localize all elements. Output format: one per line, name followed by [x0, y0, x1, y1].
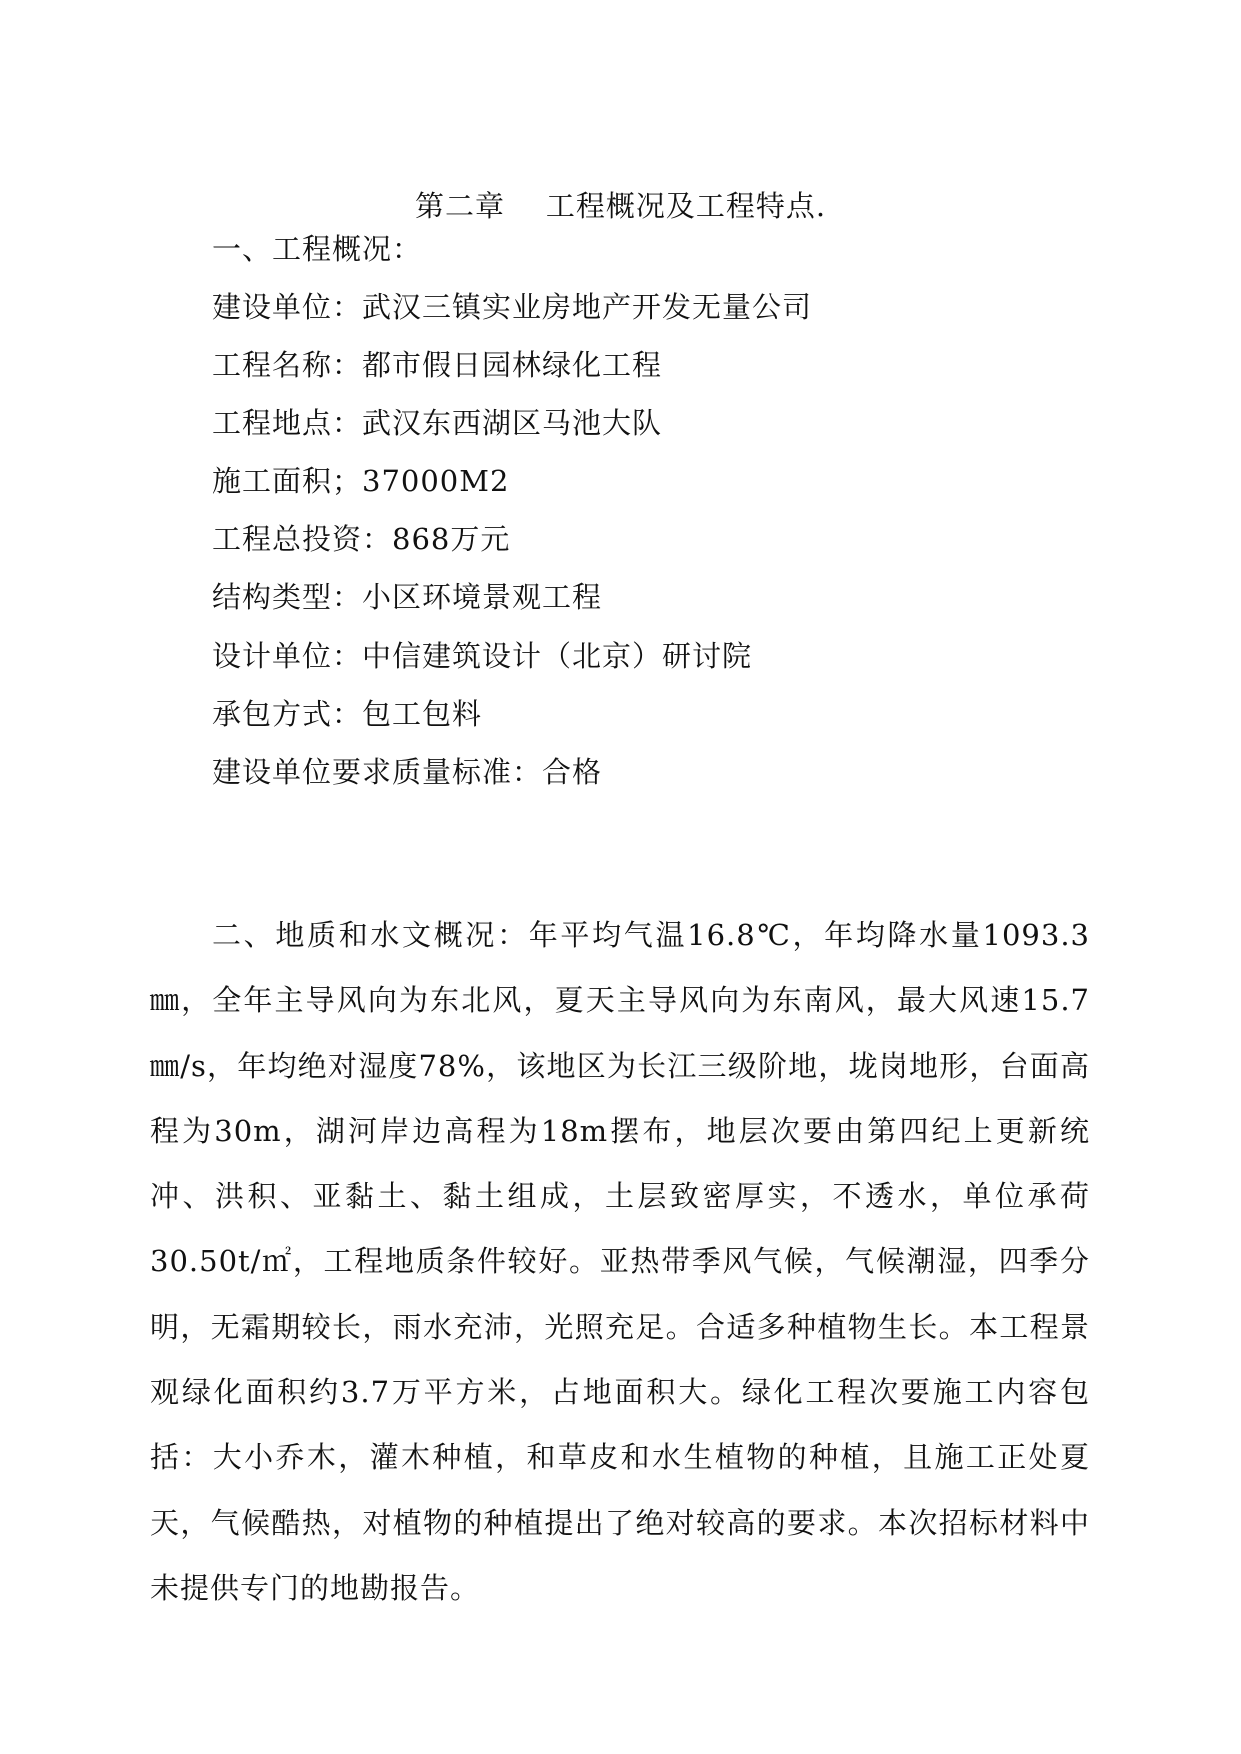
info-line-client: 建设单位：武汉三镇实业房地产开发无量公司 — [212, 290, 813, 324]
info-line-quality-standard: 建设单位要求质量标准：合格 — [212, 755, 603, 789]
info-line-project-name: 工程名称：都市假日园林绿化工程 — [212, 348, 663, 382]
info-line-location: 工程地点：武汉东西湖区马池大队 — [212, 406, 663, 440]
section-heading-overview: 一、工程概况： — [212, 232, 423, 266]
chapter-title: 第二章 工程概况及工程特点. — [414, 189, 827, 223]
info-line-contract-mode: 承包方式：包工包料 — [212, 697, 483, 731]
info-line-area: 施工面积；37000M2 — [212, 464, 510, 498]
info-line-investment: 工程总投资：868万元 — [212, 522, 511, 556]
geology-hydrology-paragraph: 二、地质和水文概况：年平均气温16.8℃，年均降水量1093.3㎜，全年主导风向为东北风，夏天主导风向为东南风，最大风速15.7㎜/s，年均绝对湿度78%，该地区为长江三级阶地，垅岗地形，台面高程为30m，湖河岸边高程为18m摆布，地层次要由第四纪上更新统冲、洪积、亚黏土、黏土组成，土层致密厚实，不透水，单位承荷30.50t/㎡，工程地质条件较好。亚热带季风气候，气候潮湿，四季分明，无霜期较长，雨水充沛，光照充足。合适多种植物生长。本工程景观绿化面积约3.7万平方米，占地面积大。绿化工程次要施工内容包括：大小乔木，灌木种植，和草皮和水生植物的种植，且施工正处夏天，气候酷热，对植物的种植提出了绝对较高的要求。本次招标材料中未提供专门的地勘报告。 — [150, 918, 1090, 1605]
info-line-design-unit: 设计单位：中信建筑设计（北京）研讨院 — [212, 639, 753, 673]
info-line-structure-type: 结构类型：小区环境景观工程 — [212, 580, 603, 614]
